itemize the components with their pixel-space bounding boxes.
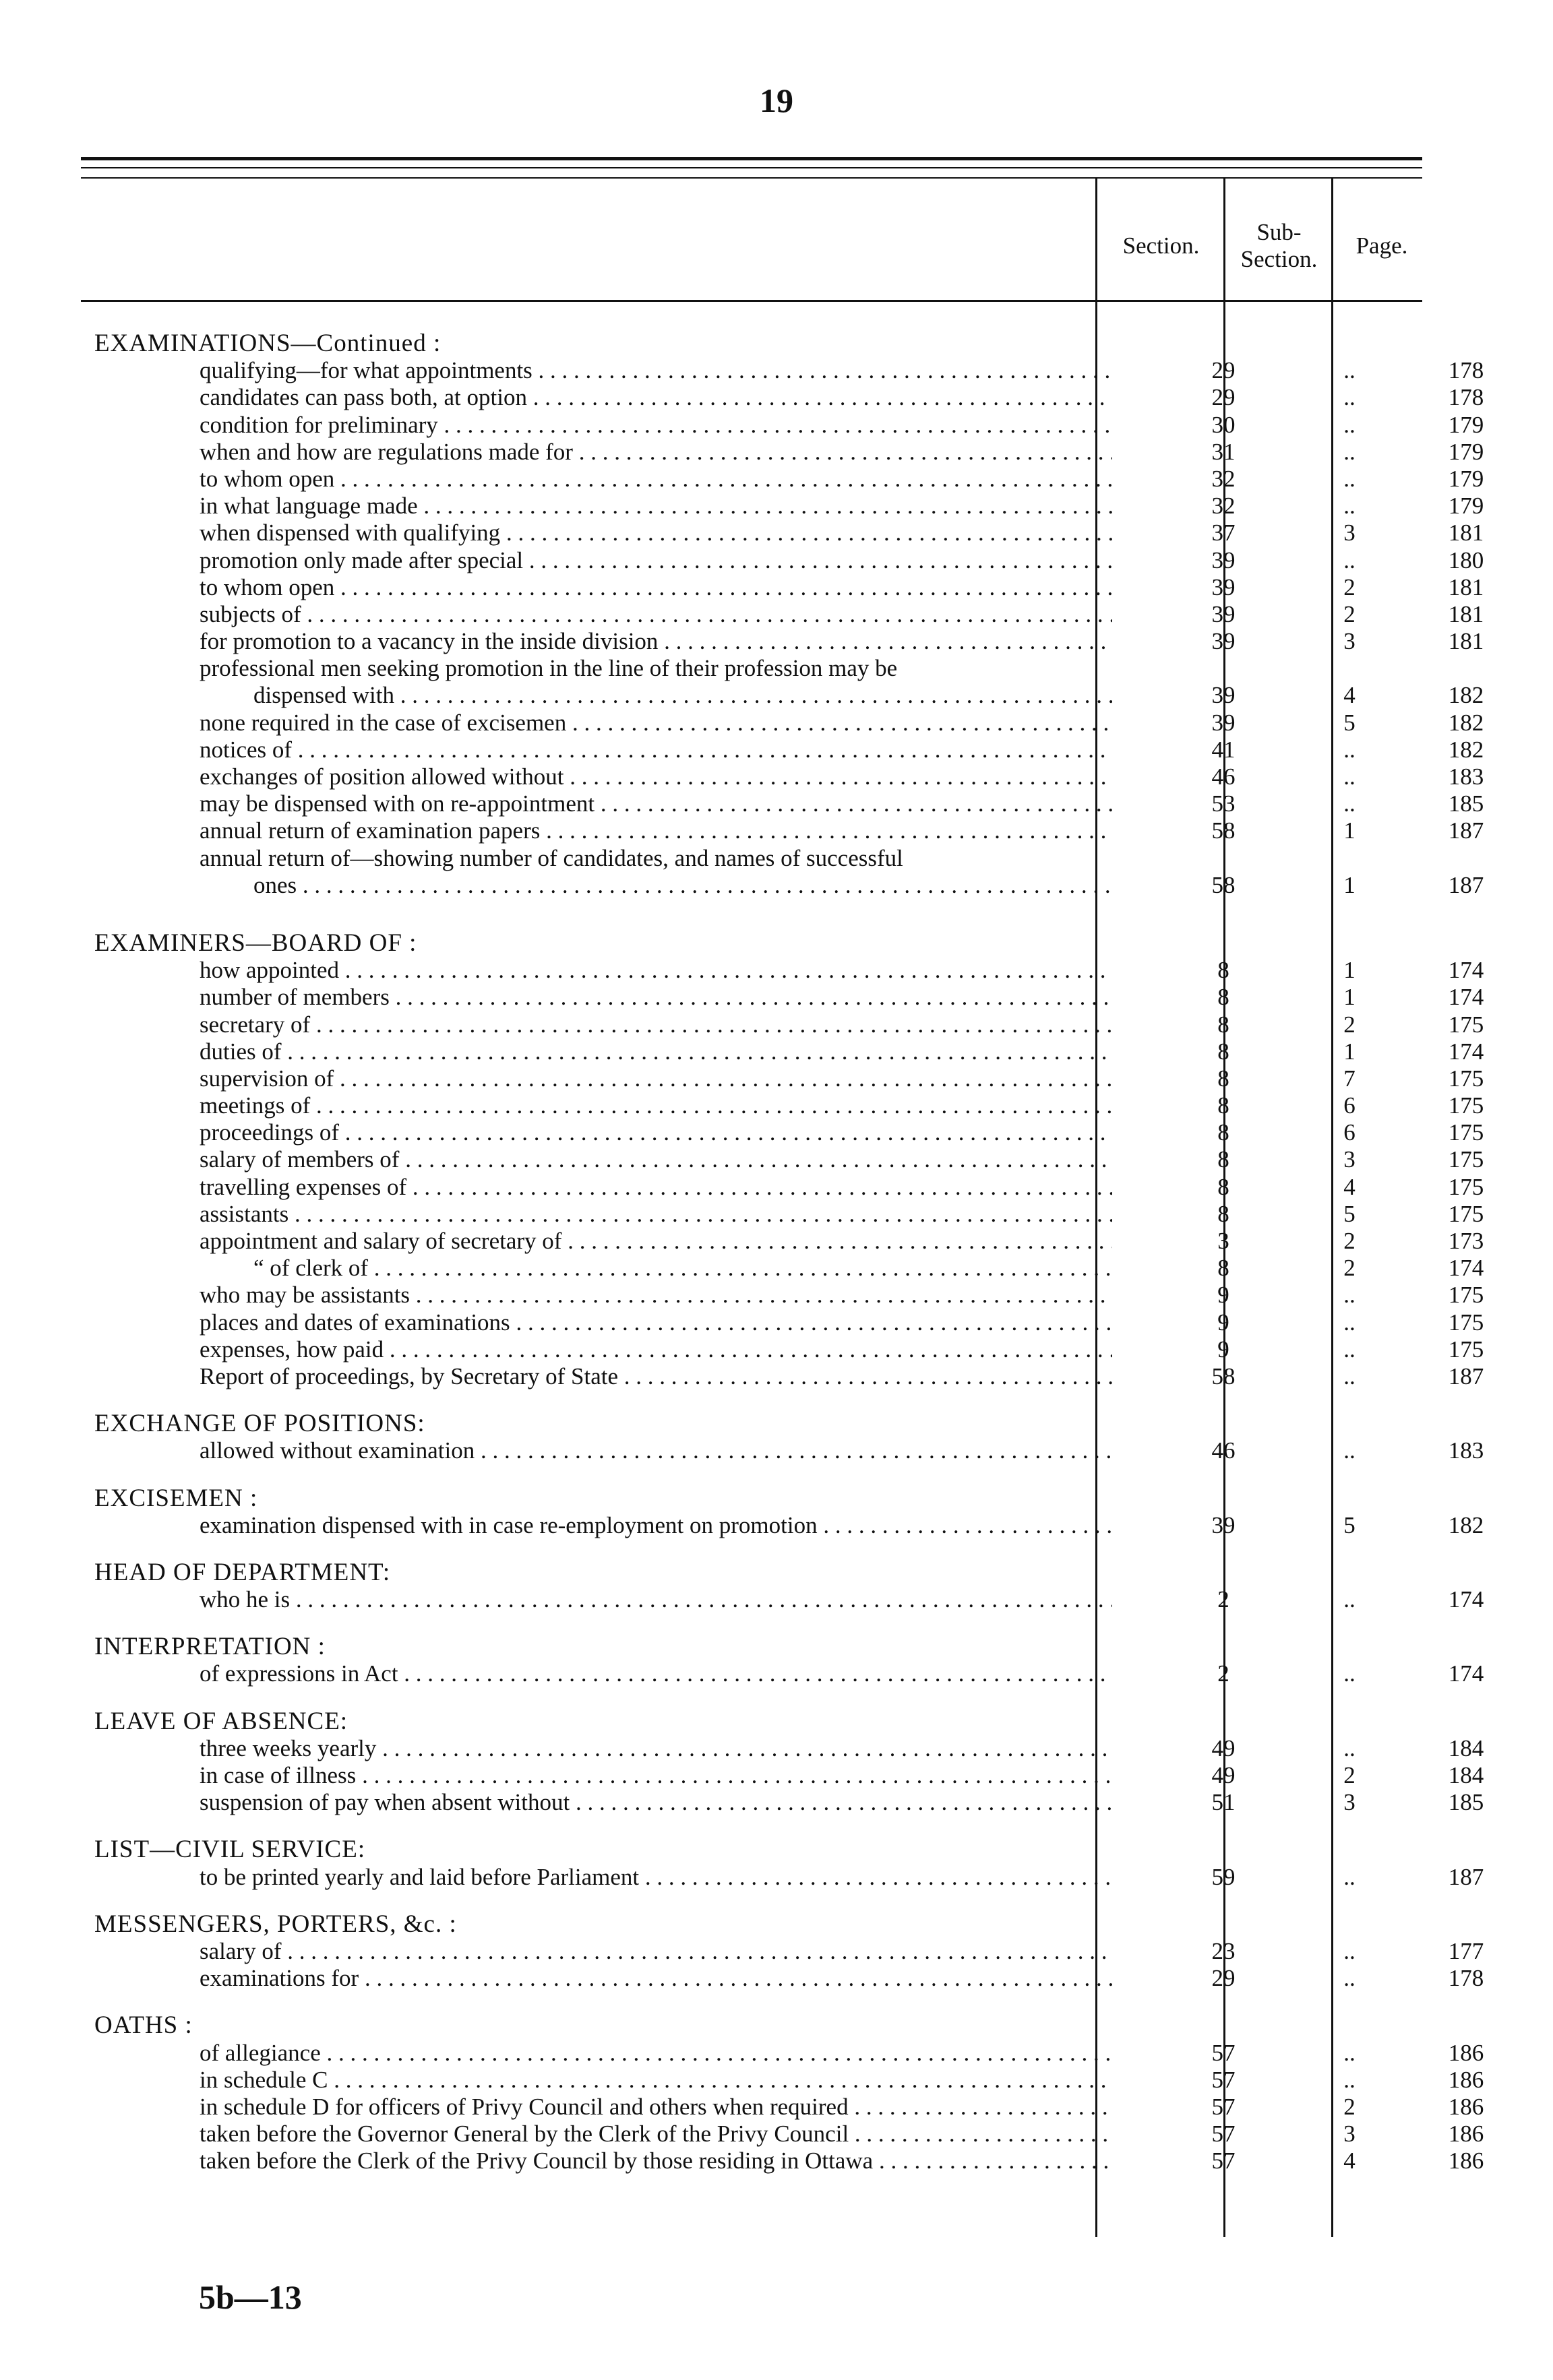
page-ref: 174 [1448, 984, 1484, 1011]
sub-section-number: .. [1343, 1660, 1356, 1687]
entry-text: proceedings of . . . [200, 1119, 1112, 1146]
page-ref: 183 [1448, 763, 1484, 790]
section-number: 51 [1211, 1789, 1236, 1816]
index-entry [94, 1789, 1484, 1816]
section-number: 58 [1211, 1363, 1236, 1389]
entry-text: travelling expenses of . . . [200, 1174, 1112, 1201]
section-number: 39 [1211, 709, 1236, 736]
index-entry [94, 600, 1484, 628]
sub-section-number: 1 [1343, 1038, 1356, 1065]
section-number: 39 [1211, 628, 1236, 655]
sub-section-number: .. [1343, 384, 1356, 411]
section-number: 3 [1217, 1228, 1229, 1254]
index-entry [94, 709, 1484, 737]
section-number: 57 [1211, 2066, 1236, 2093]
entry-text: supervision of . . . [200, 1065, 1112, 1092]
page-ref: 175 [1448, 1011, 1484, 1038]
page-ref: 182 [1448, 709, 1484, 736]
page-ref: 186 [1448, 2148, 1484, 2174]
entry-text: number of members . . . [200, 984, 1112, 1011]
page-ref: 175 [1448, 1282, 1484, 1309]
section-number: 2 [1217, 1586, 1229, 1613]
group-spacer [94, 1465, 1415, 1485]
page-ref: 185 [1448, 790, 1484, 817]
index-entry [94, 790, 1484, 817]
section-number: 37 [1211, 520, 1236, 546]
sub-section-number: 3 [1343, 1146, 1356, 1173]
entry-text: appointment and salary of secretary of . . . [200, 1228, 1112, 1255]
index-entry [94, 438, 1484, 466]
page-ref: 186 [1448, 2066, 1484, 2093]
page-ref: 173 [1448, 1228, 1484, 1254]
page-ref: 179 [1448, 493, 1484, 520]
section-number: 29 [1211, 384, 1236, 411]
index-entry [94, 1065, 1484, 1092]
index-entry [94, 1336, 1484, 1363]
sub-section-number: 1 [1343, 871, 1356, 898]
entry-text: in case of illness . . . [200, 1762, 1112, 1789]
entry-text: to be printed yearly and laid before Parliament . . . [200, 1864, 1112, 1891]
index-entry [94, 763, 1484, 790]
index-entry [94, 465, 1484, 493]
section-number: 8 [1217, 1065, 1229, 1092]
index-entry [94, 520, 1484, 546]
entry-text: expenses, how paid . . . [200, 1336, 1112, 1363]
entry-text: of expressions in Act . . . [200, 1660, 1112, 1687]
sub-section-number: 2 [1343, 1762, 1356, 1788]
page-ref: 174 [1448, 1660, 1484, 1687]
page-ref: 175 [1448, 1119, 1484, 1146]
sub-section-number: 2 [1343, 1011, 1356, 1038]
section-number: 57 [1211, 2148, 1236, 2174]
entry-text: when and how are regulations made for . . . [200, 439, 1112, 466]
section-number: 39 [1211, 546, 1236, 573]
page-ref: 184 [1448, 1734, 1484, 1761]
sub-section-number: .. [1343, 438, 1356, 465]
page-ref: 181 [1448, 520, 1484, 546]
entry-text: of allegiance . . . [200, 2040, 1112, 2067]
index-entry [94, 1762, 1484, 1789]
page-ref: 174 [1448, 1586, 1484, 1613]
section-number: 58 [1211, 871, 1236, 898]
page-ref: 187 [1448, 871, 1484, 898]
index-entry [94, 493, 1484, 520]
page-ref: 175 [1448, 1065, 1484, 1092]
index-entry [94, 817, 1484, 844]
entry-text: duties of . . . [200, 1038, 1112, 1065]
sub-section-number: .. [1343, 1437, 1356, 1464]
index-entry [94, 957, 1484, 984]
header-sub-section: Sub-Section. [1240, 219, 1318, 272]
index-entry [94, 573, 1484, 601]
sub-section-number: .. [1343, 357, 1356, 384]
entry-text: who may be assistants . . . [200, 1282, 1112, 1309]
sub-section-number: 1 [1343, 984, 1356, 1011]
page-ref: 179 [1448, 465, 1484, 492]
index-entry [94, 1173, 1484, 1201]
entry-text: Report of proceedings, by Secretary of State . . . [200, 1363, 1112, 1390]
index-entry [94, 1228, 1484, 1255]
page-number: 19 [760, 82, 793, 119]
section-number: 8 [1217, 1011, 1229, 1038]
index-entry [94, 411, 1484, 439]
page-ref: 182 [1448, 736, 1484, 763]
entry-text: none required in the case of excisemen . . . [200, 710, 1112, 737]
index-entry [94, 1965, 1484, 1992]
header-bottom-rule [81, 300, 1422, 302]
sub-section-number: 6 [1343, 1092, 1356, 1119]
sub-section-number: .. [1343, 1586, 1356, 1613]
section-number: 32 [1211, 493, 1236, 520]
group-spacer [94, 1688, 1415, 1708]
sub-section-number: 5 [1343, 1200, 1356, 1227]
page-ref: 175 [1448, 1336, 1484, 1363]
section-number: 8 [1217, 1173, 1229, 1200]
group-spacer [94, 1539, 1415, 1559]
group-spacer [94, 1816, 1415, 1836]
entry-text: annual return of—showing number of candidates, and names of successful [200, 844, 903, 871]
entry-text: promotion only made after special . . . [200, 547, 1112, 574]
page-ref: 175 [1448, 1173, 1484, 1200]
page-ref: 174 [1448, 1255, 1484, 1282]
index-heading: EXCHANGE OF POSITIONS: [94, 1410, 425, 1438]
index-entry [94, 2066, 1484, 2094]
page-ref: 178 [1448, 357, 1484, 384]
index-entry [94, 1038, 1484, 1065]
page-ref: 186 [1448, 2039, 1484, 2066]
page-ref: 180 [1448, 546, 1484, 573]
index-heading: EXAMINERS—BOARD OF : [94, 929, 417, 957]
index-entry [94, 1119, 1484, 1146]
entry-text: annual return of examination papers . . . [200, 817, 1112, 844]
header-section: Section. [1122, 232, 1200, 259]
page-ref: 179 [1448, 411, 1484, 438]
section-number: 53 [1211, 790, 1236, 817]
sub-section-number: .. [1343, 1309, 1356, 1336]
section-number: 46 [1211, 763, 1236, 790]
index-entry [94, 2121, 1484, 2148]
index-entry [94, 1146, 1484, 1173]
section-number: 57 [1211, 2121, 1236, 2148]
page-ref: 178 [1448, 1965, 1484, 1992]
section-number: 2 [1217, 1660, 1229, 1687]
top-rule-thin-2 [81, 177, 1422, 179]
sub-section-number: 1 [1343, 957, 1356, 984]
section-number: 30 [1211, 411, 1236, 438]
section-number: 46 [1211, 1437, 1236, 1464]
entry-text: in schedule D for officers of Privy Council and others when required . . . [200, 2094, 1112, 2121]
entry-text: meetings of . . . [200, 1092, 1112, 1119]
section-number: 29 [1211, 1965, 1236, 1992]
index-entry [94, 1937, 1484, 1965]
entry-text: salary of members of . . . [200, 1146, 1112, 1173]
page-ref: 182 [1448, 1511, 1484, 1538]
section-number: 8 [1217, 957, 1229, 984]
entry-text: to whom open . . . [200, 574, 1112, 601]
index-entry [94, 2039, 1484, 2067]
section-number: 31 [1211, 438, 1236, 465]
sub-section-number: 2 [1343, 600, 1356, 627]
entry-text: taken before the Governor General by the Clerk of the Privy Council . . . [200, 2121, 1112, 2148]
index-heading: OATHS : [94, 2011, 193, 2040]
sub-section-number: .. [1343, 1336, 1356, 1363]
entry-text: when dispensed with qualifying . . . [200, 520, 1112, 546]
index-heading: LEAVE OF ABSENCE: [94, 1707, 348, 1735]
sub-section-number: 6 [1343, 1119, 1356, 1146]
entry-text: candidates can pass both, at option . . . [200, 384, 1112, 411]
index-entry [94, 736, 1484, 763]
entry-text: salary of . . . [200, 1938, 1112, 1965]
entry-text: allowed without examination . . . [200, 1437, 1112, 1464]
page-ref: 174 [1448, 1038, 1484, 1065]
sub-section-number: .. [1343, 1734, 1356, 1761]
sub-section-number: 1 [1343, 817, 1356, 844]
sub-section-number: .. [1343, 790, 1356, 817]
index-entry [94, 1511, 1484, 1539]
sub-section-number: 3 [1343, 2121, 1356, 2148]
section-number: 57 [1211, 2093, 1236, 2120]
sub-section-number: 2 [1343, 1228, 1356, 1254]
entry-text: to whom open . . . [200, 466, 1112, 493]
entry-text: examination dispensed with in case re-employment on promotion . . . [200, 1512, 1112, 1539]
page-ref: 175 [1448, 1146, 1484, 1173]
index-heading: EXCISEMEN : [94, 1484, 258, 1512]
entry-text: condition for preliminary . . . [200, 412, 1112, 439]
page-ref: 182 [1448, 682, 1484, 709]
section-number: 9 [1217, 1309, 1229, 1336]
index-entry [94, 1282, 1484, 1309]
page-ref: 175 [1448, 1309, 1484, 1336]
section-number: 39 [1211, 1511, 1236, 1538]
top-rule-thin [81, 167, 1422, 168]
section-number: 41 [1211, 736, 1236, 763]
section-number: 8 [1217, 1255, 1229, 1282]
sub-section-number: .. [1343, 411, 1356, 438]
sub-section-number: 4 [1343, 2148, 1356, 2174]
page-ref: 184 [1448, 1762, 1484, 1788]
section-number: 59 [1211, 1863, 1236, 1890]
sub-section-number: .. [1343, 763, 1356, 790]
sub-section-number: .. [1343, 736, 1356, 763]
section-number: 49 [1211, 1762, 1236, 1788]
index-entry [94, 546, 1484, 574]
section-number: 9 [1217, 1282, 1229, 1309]
page-ref: 187 [1448, 817, 1484, 844]
index-entry [94, 1363, 1484, 1390]
index-entry [94, 682, 1484, 709]
entry-text: how appointed . . . [200, 957, 1112, 984]
sub-section-number: .. [1343, 1965, 1356, 1992]
section-number: 8 [1217, 1038, 1229, 1065]
index-heading: EXAMINATIONS—Continued : [94, 330, 441, 357]
index-entry [94, 1586, 1484, 1613]
section-number: 8 [1217, 1200, 1229, 1227]
index-entry [94, 2148, 1484, 2174]
sub-section-number: .. [1343, 2066, 1356, 2093]
group-spacer [94, 899, 1415, 930]
index-body [94, 330, 1484, 2174]
index-entry [94, 1011, 1484, 1038]
index-entry [94, 384, 1484, 411]
page-ref: 186 [1448, 2093, 1484, 2120]
index-heading: LIST—CIVIL SERVICE: [94, 1836, 366, 1864]
sub-section-number: .. [1343, 465, 1356, 492]
index-entry [94, 871, 1484, 899]
entry-text: qualifying—for what appointments . . . [200, 357, 1112, 384]
sub-section-number: 7 [1343, 1065, 1356, 1092]
section-number: 29 [1211, 357, 1236, 384]
section-number: 39 [1211, 600, 1236, 627]
section-number: 58 [1211, 817, 1236, 844]
section-number: 57 [1211, 2039, 1236, 2066]
sub-section-number: .. [1343, 546, 1356, 573]
sub-section-number: .. [1343, 1937, 1356, 1964]
top-rule [81, 157, 1422, 160]
footer-signature: 5b—13 [199, 2278, 302, 2316]
section-number: 8 [1217, 1119, 1229, 1146]
index-entry [94, 1437, 1484, 1464]
entry-text: subjects of . . . [200, 601, 1112, 628]
group-spacer [94, 1891, 1415, 1911]
sub-section-number: .. [1343, 493, 1356, 520]
index-entry [94, 2093, 1484, 2121]
section-number: 9 [1217, 1336, 1229, 1363]
index-heading: INTERPRETATION : [94, 1633, 326, 1661]
section-number: 8 [1217, 984, 1229, 1011]
page-ref: 181 [1448, 573, 1484, 600]
section-number: 23 [1211, 1937, 1236, 1964]
section-number: 8 [1217, 1092, 1229, 1119]
index-entry [94, 1734, 1484, 1762]
sub-section-number: .. [1343, 2039, 1356, 2066]
sub-section-number: 3 [1343, 520, 1356, 546]
entry-text: secretary of . . . [200, 1011, 1112, 1038]
page-ref: 187 [1448, 1863, 1484, 1890]
header-page: Page. [1356, 232, 1408, 259]
page-ref: 183 [1448, 1437, 1484, 1464]
sub-section-number: 3 [1343, 1789, 1356, 1816]
entry-text: assistants . . . [200, 1201, 1112, 1228]
entry-text: places and dates of examinations . . . [200, 1309, 1112, 1336]
index-entry [94, 845, 1415, 872]
page-ref: 181 [1448, 600, 1484, 627]
index-entry [94, 1255, 1484, 1282]
sub-section-number: 4 [1343, 1173, 1356, 1200]
page-ref: 187 [1448, 1363, 1484, 1389]
index-entry [94, 1092, 1484, 1119]
section-number: 8 [1217, 1146, 1229, 1173]
entry-text: in schedule C . . . [200, 2067, 1112, 2094]
index-heading: MESSENGERS, PORTERS, &c. : [94, 1910, 457, 1938]
entry-text: for promotion to a vacancy in the inside division . . . [200, 628, 1112, 655]
entry-text: may be dispensed with on re-appointment . . . [200, 790, 1112, 817]
index-entry [94, 1309, 1484, 1336]
sub-section-number: 5 [1343, 709, 1356, 736]
page-ref: 186 [1448, 2121, 1484, 2148]
section-number: 49 [1211, 1734, 1236, 1761]
index-entry [94, 655, 1415, 682]
page-ref: 178 [1448, 384, 1484, 411]
page-ref: 177 [1448, 1937, 1484, 1964]
sub-section-number: 5 [1343, 1511, 1356, 1538]
sub-section-number: 2 [1343, 2093, 1356, 2120]
sub-section-number: .. [1343, 1363, 1356, 1389]
entry-text: three weeks yearly . . . [200, 1735, 1112, 1762]
group-spacer [94, 1613, 1415, 1633]
entry-text: examinations for . . . [200, 1965, 1112, 1992]
page-ref: 175 [1448, 1092, 1484, 1119]
entry-text: taken before the Clerk of the Privy Council by those residing in Ottawa . . . [200, 2148, 1112, 2174]
index-entry [94, 1200, 1484, 1228]
index-entry [94, 1660, 1484, 1687]
page-ref: 181 [1448, 628, 1484, 655]
index-entry [94, 628, 1484, 655]
index-entry [94, 984, 1484, 1011]
page-ref: 174 [1448, 957, 1484, 984]
sub-section-number: .. [1343, 1863, 1356, 1890]
sub-section-number: 3 [1343, 628, 1356, 655]
page-ref: 175 [1448, 1200, 1484, 1227]
entry-text: who he is . . . [200, 1586, 1112, 1613]
index-heading: HEAD OF DEPARTMENT: [94, 1558, 391, 1586]
entry-text: in what language made . . . [200, 493, 1112, 520]
entry-text: suspension of pay when absent without . . . [200, 1789, 1112, 1816]
entry-text: ones . . . [253, 872, 1112, 899]
sub-section-number: 2 [1343, 1255, 1356, 1282]
entry-text: notices of . . . [200, 737, 1112, 763]
group-spacer [94, 1390, 1415, 1410]
page-ref: 179 [1448, 438, 1484, 465]
section-number: 39 [1211, 682, 1236, 709]
sub-section-number: .. [1343, 1282, 1356, 1309]
section-number: 39 [1211, 573, 1236, 600]
page-ref: 185 [1448, 1789, 1484, 1816]
entry-text: professional men seeking promotion in the line of their profession may be [200, 655, 898, 682]
entry-text: dispensed with . . . [253, 682, 1112, 709]
entry-text: exchanges of position allowed without . . . [200, 763, 1112, 790]
entry-text: “ of clerk of . . . [253, 1255, 1112, 1282]
sub-section-number: 2 [1343, 573, 1356, 600]
group-spacer [94, 1992, 1415, 2012]
section-number: 32 [1211, 465, 1236, 492]
index-entry [94, 357, 1484, 384]
sub-section-number: 4 [1343, 682, 1356, 709]
index-entry [94, 1863, 1484, 1891]
